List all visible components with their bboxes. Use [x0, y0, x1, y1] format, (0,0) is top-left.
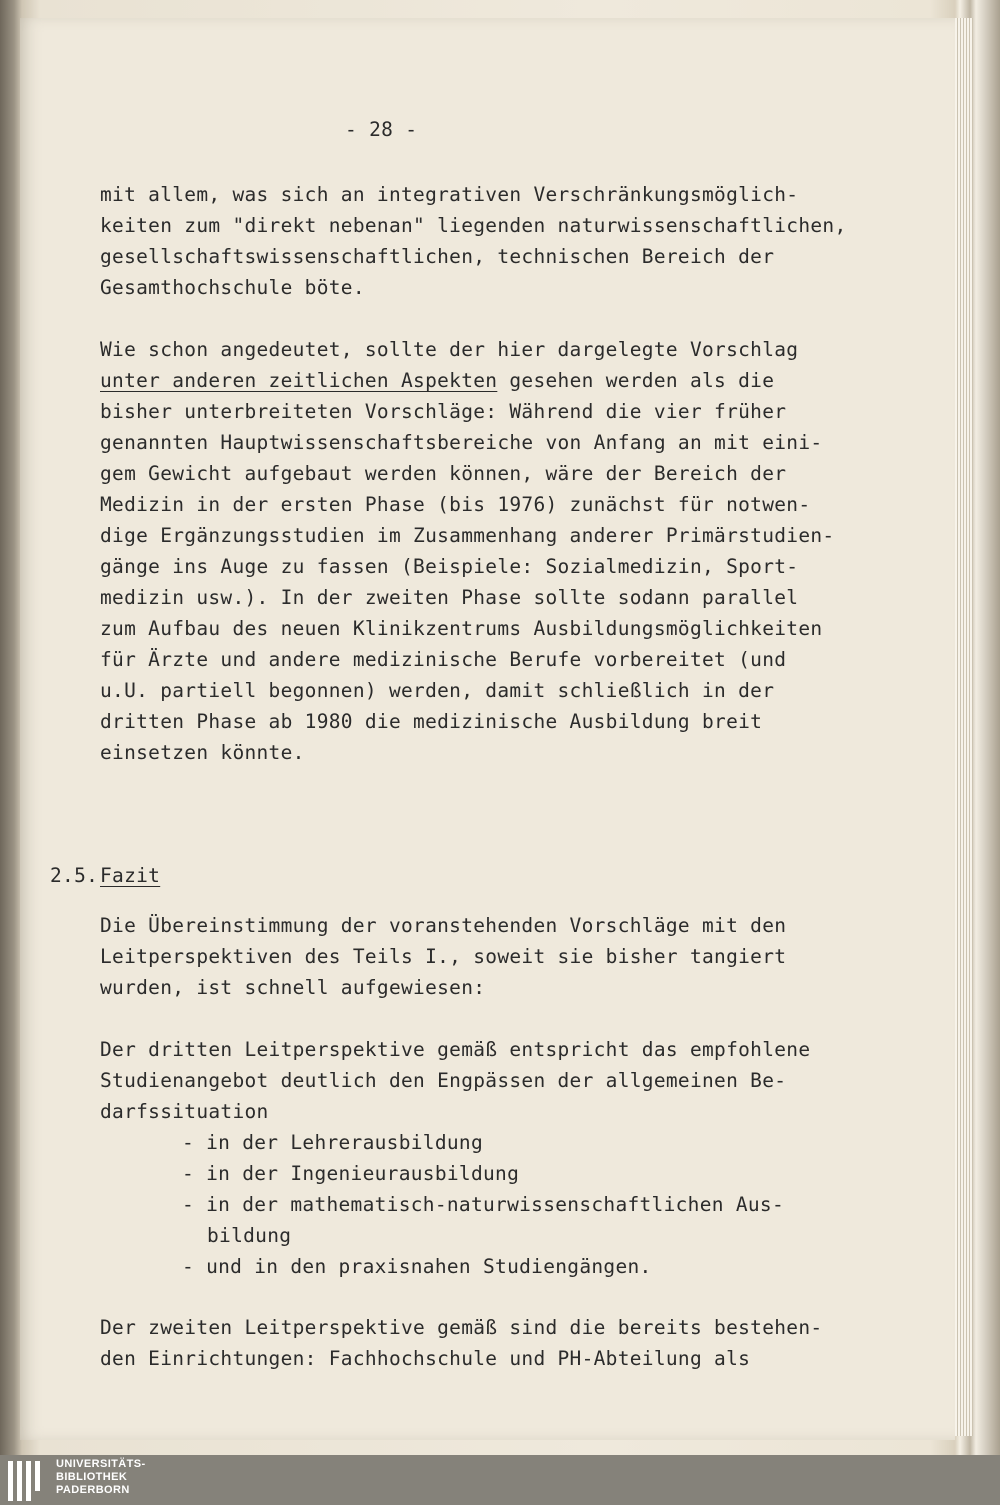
underlined-phrase: unter anderen zeitlichen Aspekten [100, 369, 498, 392]
page-stack-edge [955, 18, 973, 1436]
paragraph-line: für Ärzte und andere medizinische Berufe vorbereitet (und [100, 648, 787, 671]
paragraph-line: Die Übereinstimmung der voranstehenden Vorschläge mit den [100, 914, 787, 937]
paragraph-line: u.U. partiell begonnen) werden, damit schließlich in der [100, 679, 775, 702]
paragraph-line: gem Gewicht aufgebaut werden können, wäre der Bereich der [100, 462, 787, 485]
paragraph-line: Studienangebot deutlich den Engpässen der allgemeinen Be- [100, 1069, 787, 1092]
library-logo-icon [6, 1461, 46, 1501]
list-item: - in der mathematisch-naturwissenschaftlichen Aus- [182, 1193, 784, 1216]
paragraph-line: Der zweiten Leitperspektive gemäß sind die bereits bestehen- [100, 1316, 823, 1339]
library-logo-text: BIBLIOTHEK [56, 1471, 128, 1483]
paragraph-line: darfssituation [100, 1100, 269, 1123]
paragraph-line-with-emphasis [100, 369, 774, 392]
paragraph-line: wurden, ist schnell aufgewiesen: [100, 976, 486, 999]
paragraph-line: keiten zum "direkt nebenan" liegenden naturwissenschaftlichen, [100, 214, 847, 237]
line-rest: gesehen werden als die [497, 369, 775, 392]
paragraph-line: einsetzen könnte. [100, 741, 305, 764]
section-title: Fazit [100, 864, 161, 887]
paragraph-line: zum Aufbau des neuen Klinikzentrums Ausbildungsmöglichkeiten [100, 617, 823, 640]
list-item: - und in den praxisnahen Studiengängen. [182, 1255, 652, 1278]
paragraph-line: Leitperspektiven des Teils I., soweit sie bisher tangiert [100, 945, 787, 968]
paragraph-line: dritten Phase ab 1980 die medizinische Ausbildung breit [100, 710, 763, 733]
list-item: - in der Lehrerausbildung [182, 1131, 483, 1154]
paragraph-line: Der dritten Leitperspektive gemäß entspricht das empfohlene [100, 1038, 811, 1061]
paragraph-line: dige Ergänzungsstudien im Zusammenhang anderer Primärstudien- [100, 524, 835, 547]
paragraph-line: Medizin in der ersten Phase (bis 1976) zunächst für notwen- [100, 493, 811, 516]
list-item-continuation: bildung [207, 1224, 292, 1247]
paragraph-line: Gesamthochschule böte. [100, 276, 365, 299]
paragraph-line: Wie schon angedeutet, sollte der hier dargelegte Vorschlag [100, 338, 799, 361]
paragraph-line: genannten Hauptwissenschaftsbereiche von Anfang an mit eini- [100, 431, 823, 454]
library-footer [0, 1455, 1000, 1505]
paragraph-line: den Einrichtungen: Fachhochschule und PH-Abteilung als [100, 1347, 751, 1370]
list-item: - in der Ingenieurausbildung [182, 1162, 520, 1185]
paragraph-line: mit allem, was sich an integrativen Verschränkungsmöglich- [100, 183, 799, 206]
page-number: - 28 - [345, 118, 418, 141]
paragraph-line: gesellschaftswissenschaftlichen, technischen Bereich der [100, 245, 775, 268]
library-logo-text: UNIVERSITÄTS- [56, 1458, 146, 1470]
paragraph-line: gänge ins Auge zu fassen (Beispiele: Sozialmedizin, Sport- [100, 555, 799, 578]
library-logo-text: PADERBORN [56, 1484, 130, 1496]
paragraph-line: bisher unterbreiteten Vorschläge: Während die vier früher [100, 400, 787, 423]
paragraph-line: medizin usw.). In der zweiten Phase sollte sodann parallel [100, 586, 799, 609]
section-number: 2.5. [50, 864, 99, 887]
